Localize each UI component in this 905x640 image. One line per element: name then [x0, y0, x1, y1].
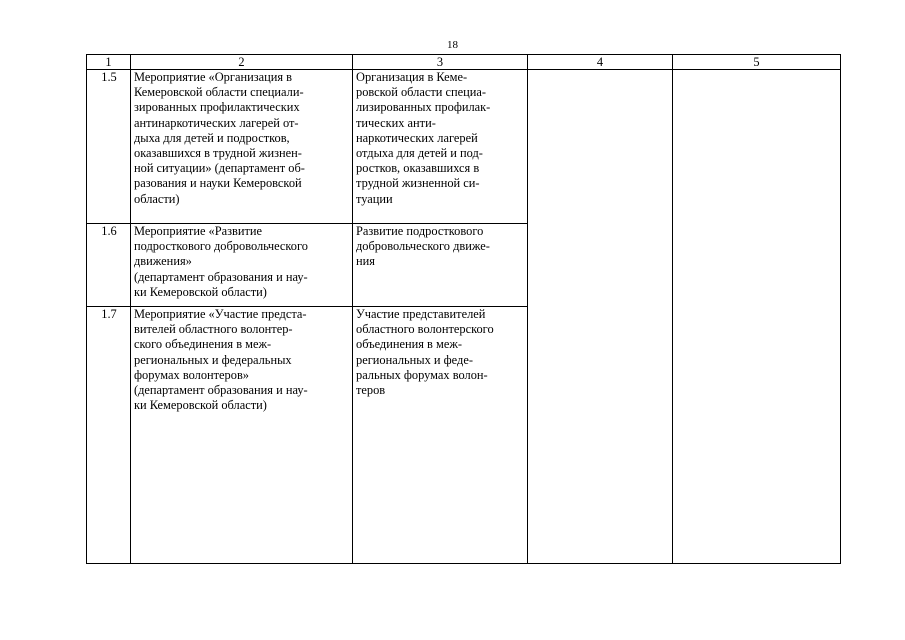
description-cell: Развитие подросткового добровольческого движе- ния — [353, 224, 528, 307]
event-cell: Мероприятие «Развитие подросткового добровольческого движения» (департамент образования и нау- ки Кемеровской области) — [131, 224, 353, 307]
row-number: 1.6 — [87, 224, 131, 307]
column-header-1: 1 — [87, 55, 131, 70]
column-header-5: 5 — [673, 55, 841, 70]
table-row — [87, 70, 841, 224]
description-cell: Участие представителей областного волонтерского объединения в меж- региональных и феде- ральных форумах волон- теров — [353, 307, 528, 564]
row-number: 1.5 — [87, 70, 131, 224]
column-header-4: 4 — [528, 55, 673, 70]
column-header-3: 3 — [353, 55, 528, 70]
page-number: 18 — [447, 39, 458, 51]
event-cell: Мероприятие «Организация в Кемеровской области специали- зированных профилактических антинаркотических лагерей от- дыха для детей и подростков, оказавшихся в трудной жизнен- ной ситуации» (департамент об- разования и науки Кемеровской области) — [131, 70, 353, 224]
event-cell: Мероприятие «Участие предста- вителей областного волонтер- ского объединения в меж- региональных и федеральных форумах волонтеров» (департамент образования и нау- ки Кемеровской области) — [131, 307, 353, 564]
table-header-row — [87, 55, 841, 70]
description-cell: Организация в Кеме- ровской области специа- лизированных профилак- тических анти- наркотических лагерей отдыха для детей и под- ростков, оказавшихся в трудной жизненной си- туации — [353, 70, 528, 224]
column-5-cell — [673, 70, 841, 564]
column-header-2: 2 — [131, 55, 353, 70]
row-number: 1.7 — [87, 307, 131, 564]
program-table — [86, 54, 841, 564]
column-4-cell — [528, 70, 673, 564]
